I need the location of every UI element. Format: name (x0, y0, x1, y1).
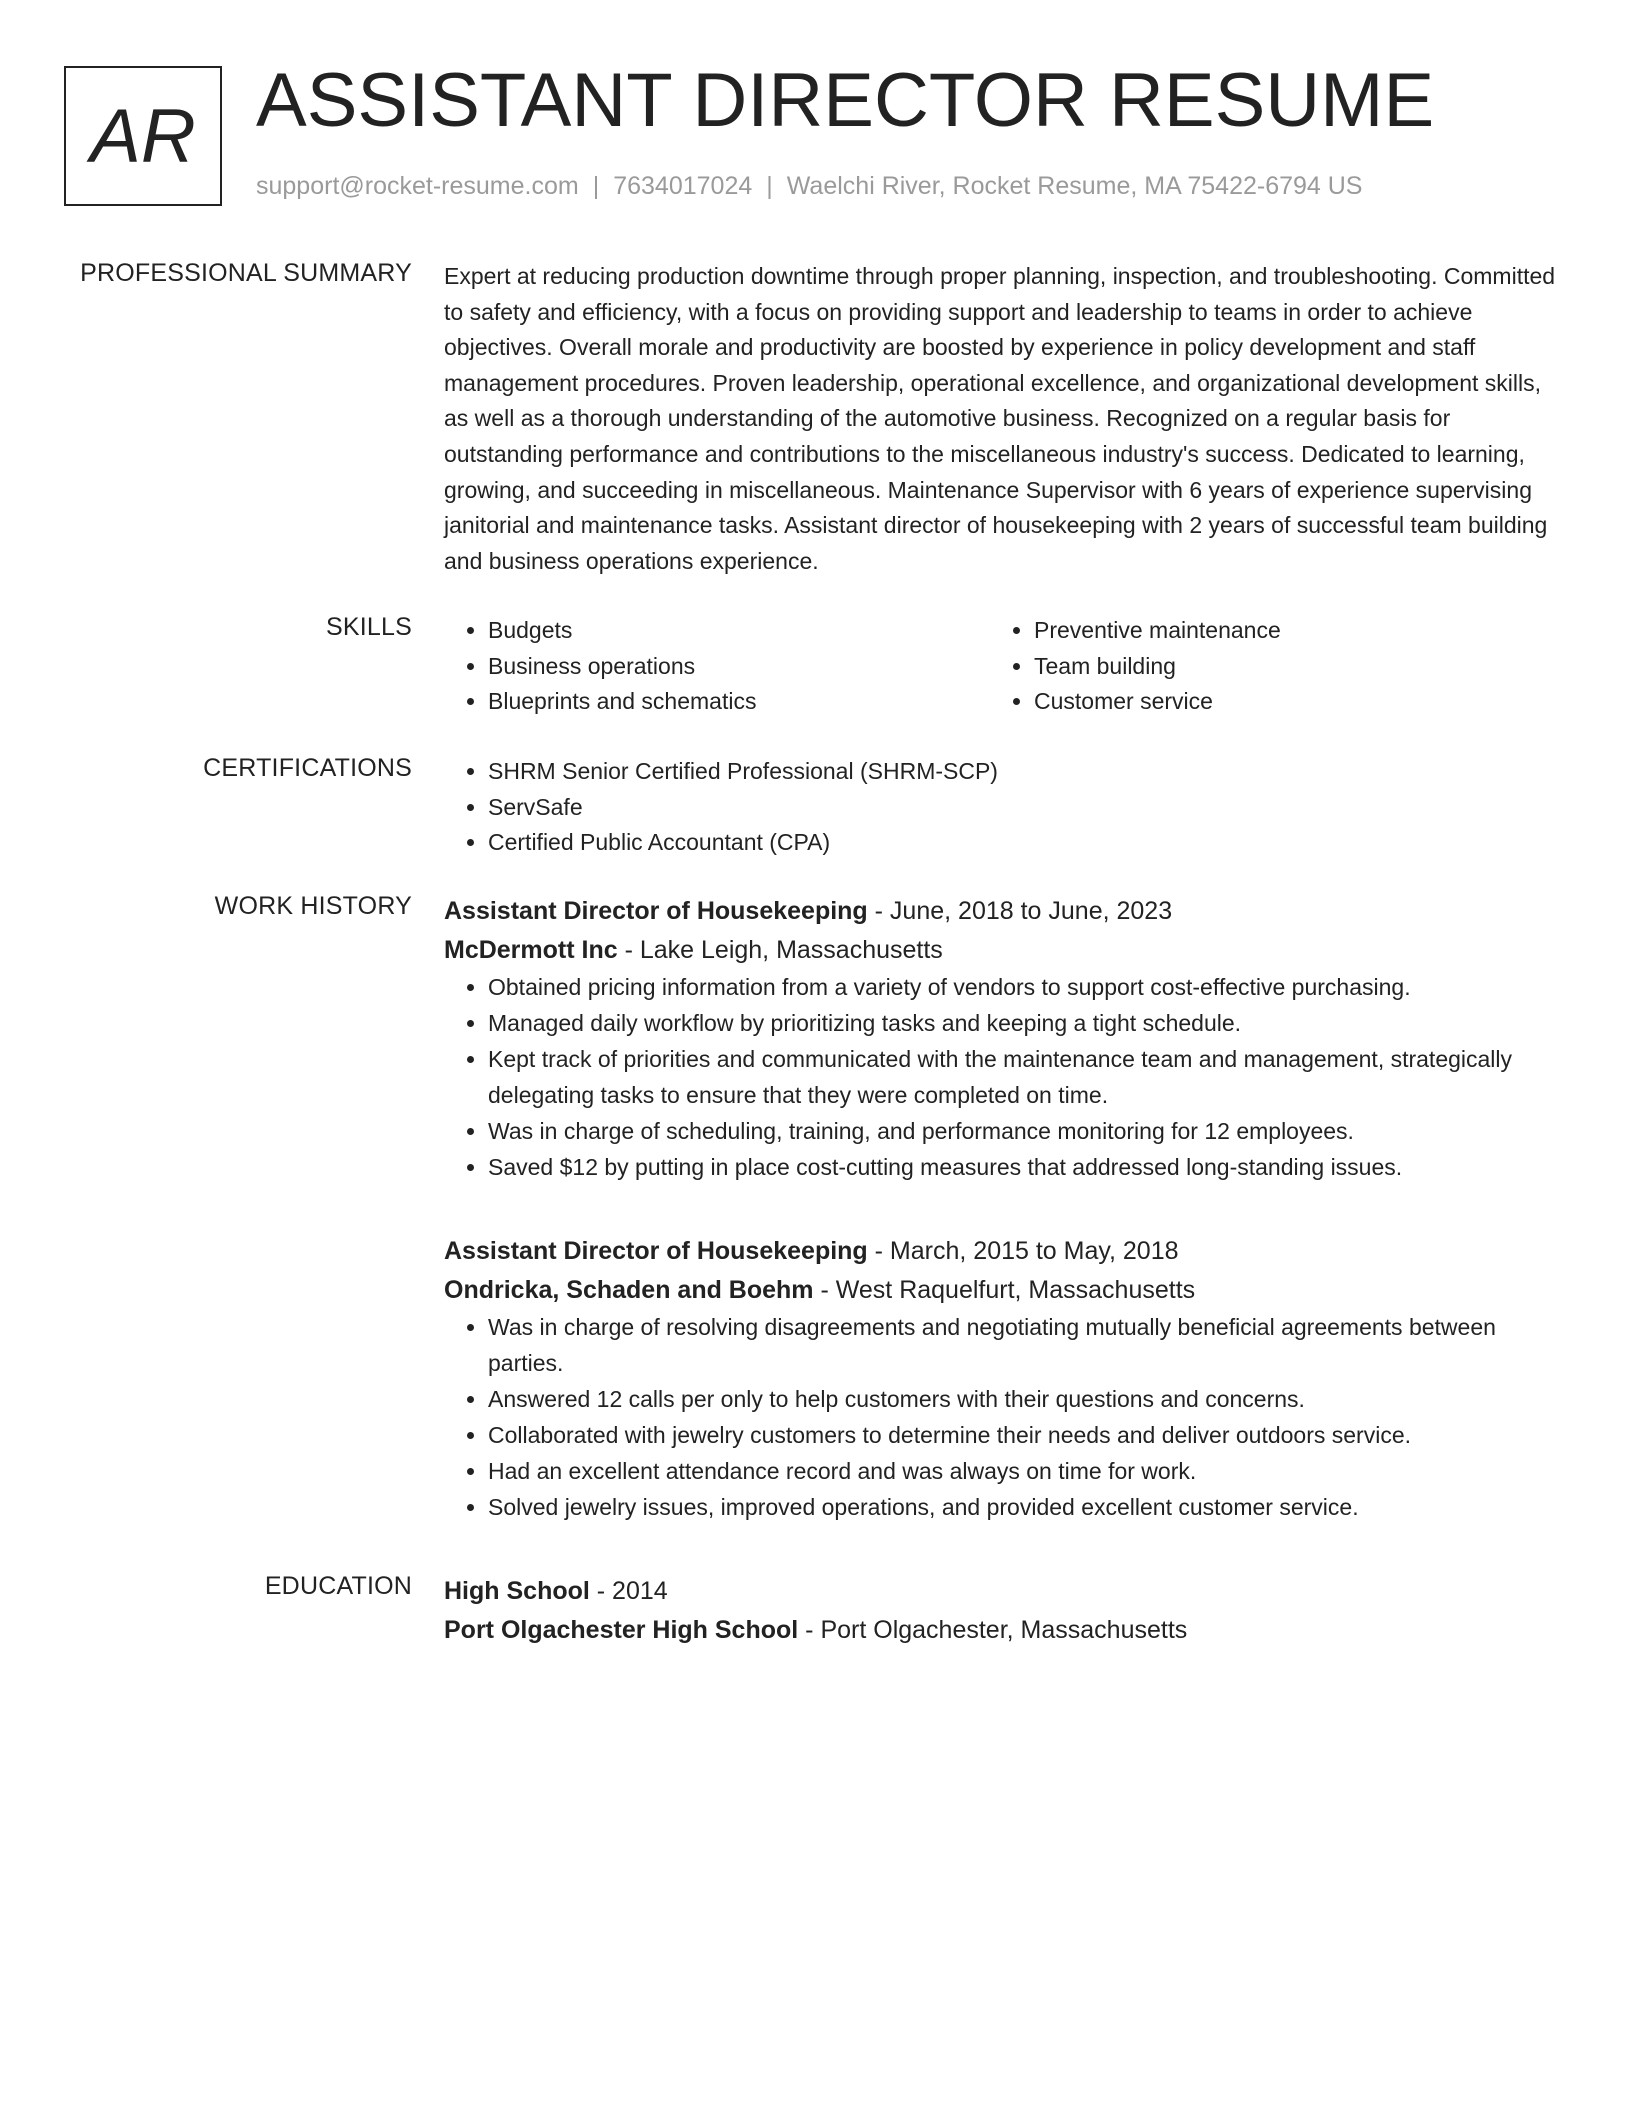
job-bullet: • Was in charge of scheduling, training, and performance monitoring for 12 employees. (488, 1114, 1564, 1150)
skill-item: • Preventive maintenance (1034, 613, 1536, 649)
job-title-line (444, 892, 1564, 931)
job-dates: - June, 2018 to June, 2023 (867, 897, 1173, 925)
job-location: - Lake Leigh, Massachusetts (617, 936, 943, 964)
job-bullets (444, 1310, 1564, 1526)
skill-item: • Blueprints and schematics (488, 684, 990, 720)
certification-item: • SHRM Senior Certified Professional (SHRM-SCP) (488, 754, 1564, 790)
contact-line (256, 172, 1363, 201)
certification-item: • Certified Public Accountant (CPA) (488, 825, 1564, 861)
certifications-body (444, 754, 1564, 861)
job-bullet: • Had an excellent attendance record and was always on time for work. (488, 1454, 1564, 1490)
education-school: Port Olgachester High School (444, 1616, 799, 1644)
job-company: Ondricka, Schaden and Boehm (444, 1276, 814, 1304)
resume-title: ASSISTANT DIRECTOR RESUME (256, 58, 1435, 143)
skill-item: • Customer service (1034, 684, 1536, 720)
section-label-certifications: CERTIFICATIONS (203, 754, 412, 782)
skill-item: • Team building (1034, 649, 1536, 685)
education-body (444, 1572, 1564, 1650)
education-year: - 2014 (589, 1577, 668, 1605)
job-location: - West Raquelfurt, Massachusetts (813, 1276, 1196, 1304)
job-bullet: • Obtained pricing information from a variety of vendors to support cost-effective purchasing. (488, 970, 1564, 1006)
contact-separator: | (592, 172, 600, 200)
skills-column-right (990, 613, 1536, 720)
monogram: AR (64, 66, 222, 206)
job-bullet: • Kept track of priorities and communicated with the maintenance team and management, strategically delegating tasks to ensure that they were completed on time. (488, 1042, 1564, 1113)
job-bullet: • Solved jewelry issues, improved operations, and provided excellent customer service. (488, 1490, 1564, 1526)
section-label-skills: SKILLS (326, 613, 412, 641)
section-label-summary: PROFESSIONAL SUMMARY (80, 259, 412, 287)
skills-column-left (444, 613, 990, 720)
contact-address: Waelchi River, Rocket Resume, MA 75422-6794 US (786, 172, 1363, 200)
job-bullet: • Answered 12 calls per only to help customers with their questions and concerns. (488, 1382, 1564, 1418)
education-degree-line (444, 1572, 1564, 1611)
skill-item: • Budgets (488, 613, 990, 649)
summary-body (444, 259, 1564, 579)
contact-separator: | (766, 172, 773, 200)
job-title: Assistant Director of Housekeeping (444, 897, 868, 925)
job-bullet: • Saved $12 by putting in place cost-cutting measures that addressed long-standing issues. (488, 1150, 1564, 1186)
job-entry (444, 1232, 1564, 1526)
job-bullet: • Was in charge of resolving disagreements and negotiating mutually beneficial agreements between parties. (488, 1310, 1564, 1381)
education-school-line (444, 1611, 1564, 1650)
job-company-line (444, 1271, 1564, 1310)
skills-grid (444, 613, 1564, 720)
job-dates: - March, 2015 to May, 2018 (867, 1237, 1179, 1265)
skill-item: • Business operations (488, 649, 990, 685)
section-label-education: EDUCATION (264, 1572, 412, 1600)
certification-item: • ServSafe (488, 790, 1564, 826)
job-title-line (444, 1232, 1564, 1271)
job-bullet: • Collaborated with jewelry customers to determine their needs and deliver outdoors service. (488, 1418, 1564, 1454)
job-company: McDermott Inc (444, 936, 618, 964)
work-history-body (444, 892, 1564, 1186)
section-label-work-history: WORK HISTORY (214, 892, 412, 920)
education-location: - Port Olgachester, Massachusetts (798, 1616, 1188, 1644)
contact-phone[interactable]: 7634017024 (613, 172, 753, 200)
job-bullets (444, 970, 1564, 1186)
work-history-body-2 (444, 1232, 1564, 1526)
education-degree: High School (444, 1577, 590, 1605)
job-company-line (444, 931, 1564, 970)
job-entry (444, 892, 1564, 1186)
job-bullet: • Managed daily workflow by prioritizing tasks and keeping a tight schedule. (488, 1006, 1564, 1042)
job-title: Assistant Director of Housekeeping (444, 1237, 868, 1265)
contact-email[interactable]: support@rocket-resume.com (256, 172, 579, 200)
summary-text: Expert at reducing production downtime through proper planning, inspection, and troubleshooting. Committed to safety and efficiency, with a focus on providing support and leadership to teams in order to achieve objectives. Overall morale and productivity are boosted by experience in policy development and staff management procedures. Proven leadership, operational excellence, and organizational development skills, as well as a thorough understanding of the automotive business. Recognized on a regular basis for outstanding performance and contributions to the miscellaneous industry's success. Dedicated to learning, growing, and succeeding in miscellaneous. Maintenance Supervisor with 6 years of experience supervising janitorial and maintenance tasks. Assistant director of housekeeping with 2 years of successful team building and business operations experience. (444, 263, 1556, 574)
